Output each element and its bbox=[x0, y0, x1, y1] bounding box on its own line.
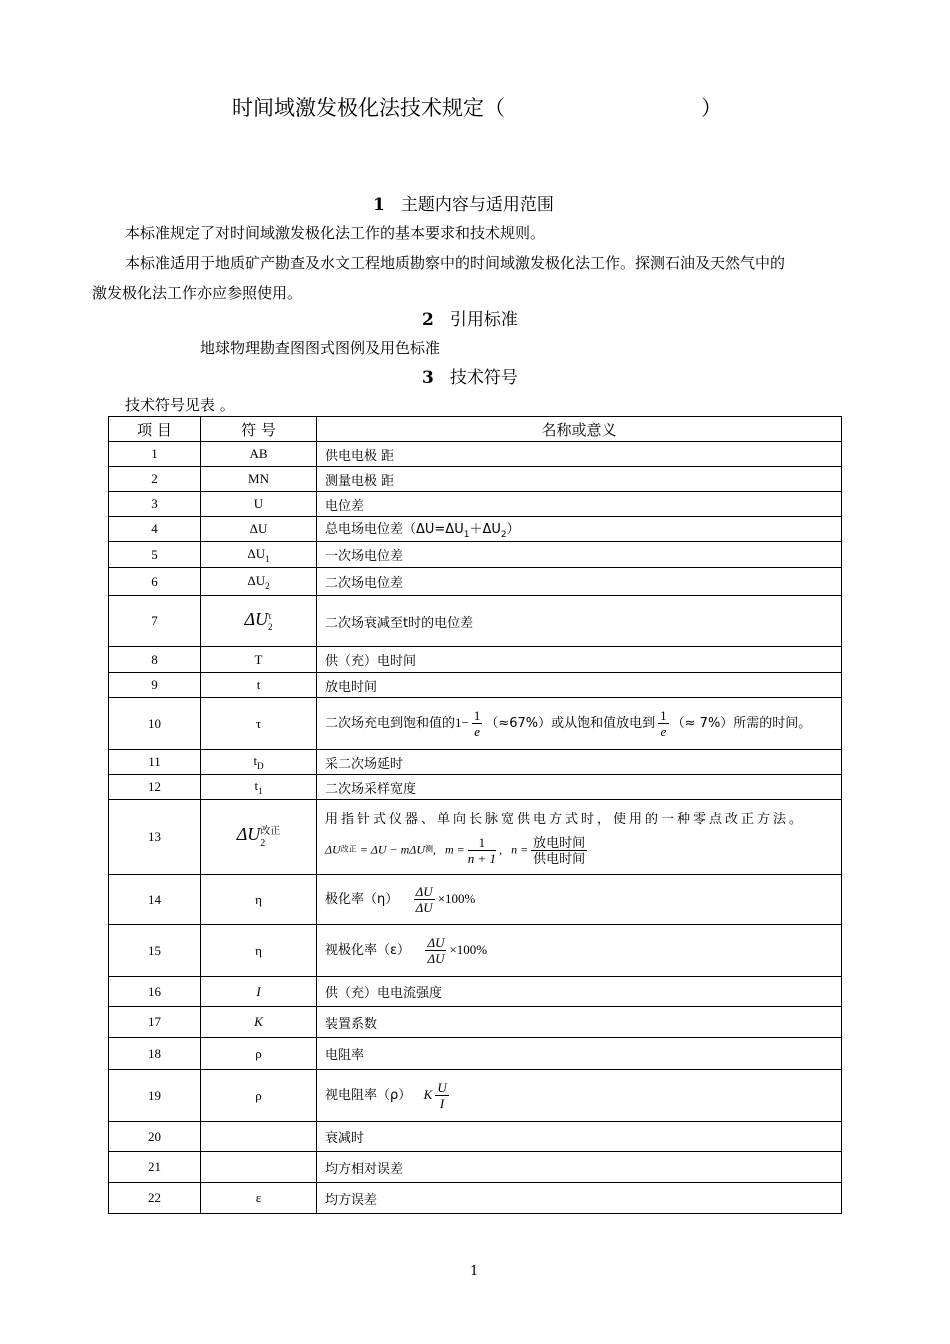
row-symbol: τ bbox=[201, 698, 317, 750]
row-meaning: 电阻率 bbox=[317, 1038, 842, 1070]
subscript: 2 bbox=[260, 837, 266, 849]
subscript: D bbox=[257, 761, 264, 771]
table-row bbox=[109, 1038, 842, 1070]
row-symbol bbox=[201, 1152, 317, 1183]
section-2-number: 2 bbox=[422, 310, 434, 330]
m-label: m = bbox=[445, 842, 465, 857]
row-symbol: t bbox=[201, 673, 317, 698]
row-number: 12 bbox=[109, 775, 201, 800]
row-symbol: MN bbox=[201, 467, 317, 492]
meaning-text: 视电阻率（ρ） bbox=[325, 1088, 412, 1103]
table-row bbox=[109, 1007, 842, 1038]
subscript: 1 bbox=[258, 786, 263, 796]
row-symbol: AB bbox=[201, 442, 317, 467]
table-row bbox=[109, 977, 842, 1007]
row-symbol bbox=[201, 568, 317, 596]
row-meaning bbox=[317, 800, 842, 875]
formula-text: − mΔU bbox=[389, 842, 426, 857]
row-symbol bbox=[201, 542, 317, 568]
meaning-text: 总电场电位差（ΔU=ΔU bbox=[325, 522, 464, 537]
formula-text: 1− bbox=[455, 715, 469, 730]
fraction bbox=[468, 835, 496, 866]
table-row bbox=[109, 925, 842, 977]
row-symbol: K bbox=[201, 1007, 317, 1038]
row-meaning bbox=[317, 875, 842, 925]
row-symbol bbox=[201, 596, 317, 647]
formula-tail: ×100% bbox=[449, 942, 488, 957]
row-symbol: η bbox=[201, 925, 317, 977]
row-number: 5 bbox=[109, 542, 201, 568]
fraction-numerator: ΔU bbox=[415, 884, 433, 899]
row-symbol: η bbox=[201, 875, 317, 925]
n-label: n = bbox=[511, 842, 529, 857]
row-number: 11 bbox=[109, 750, 201, 775]
row-number: 19 bbox=[109, 1070, 201, 1122]
symbol-text: t bbox=[253, 753, 258, 768]
meaning-text: ＋ΔU bbox=[469, 522, 501, 537]
row-meaning: 二次场电位差 bbox=[317, 568, 842, 596]
symbol-table bbox=[108, 416, 842, 1214]
row-meaning: 衰减时 bbox=[317, 1122, 842, 1152]
row-meaning bbox=[317, 698, 842, 750]
row-meaning bbox=[317, 517, 842, 542]
section-1-number: 1 bbox=[373, 195, 385, 215]
row-number: 18 bbox=[109, 1038, 201, 1070]
section-2-title: 引用标准 bbox=[449, 310, 518, 330]
meaning-text: （≈ 7%）所需的时间。 bbox=[671, 716, 812, 731]
row-meaning: 采二次场延时 bbox=[317, 750, 842, 775]
fraction-numerator: U bbox=[437, 1080, 447, 1095]
meaning-text: 极化率（η） bbox=[325, 892, 399, 907]
formula-text: = ΔU bbox=[359, 842, 387, 857]
row-meaning: 测量电极 距 bbox=[317, 467, 842, 492]
row-meaning: 供电电极 距 bbox=[317, 442, 842, 467]
fraction-numerator: 1 bbox=[473, 708, 481, 723]
row-symbol bbox=[201, 800, 317, 875]
row-meaning: 二次场采样宽度 bbox=[317, 775, 842, 800]
table-row bbox=[109, 800, 842, 875]
row-symbol: ε bbox=[201, 1183, 317, 1214]
row-meaning: 均方误差 bbox=[317, 1183, 842, 1214]
subscript: 1 bbox=[463, 530, 470, 540]
fraction-denominator: I bbox=[439, 1096, 445, 1111]
paragraph-1: 本标准规定了对时间域激发极化法工作的基本要求和技术规则。 bbox=[125, 224, 546, 242]
table-row bbox=[109, 542, 842, 568]
table-row bbox=[109, 875, 842, 925]
table-row bbox=[109, 517, 842, 542]
row-meaning: 均方相对误差 bbox=[317, 1152, 842, 1183]
row-number: 2 bbox=[109, 467, 201, 492]
row-number: 22 bbox=[109, 1183, 201, 1214]
table-row bbox=[109, 442, 842, 467]
k-symbol: K bbox=[423, 1087, 433, 1102]
table-row bbox=[109, 647, 842, 673]
meaning-text: （≈67%）或从饱和值放电到 bbox=[485, 716, 656, 731]
section-3-number: 3 bbox=[422, 368, 434, 388]
formula-text: ΔU bbox=[325, 842, 341, 857]
row-meaning: 供（充）电时间 bbox=[317, 647, 842, 673]
superscript: τ bbox=[268, 611, 272, 621]
subscript: 1 bbox=[265, 553, 270, 564]
table-row bbox=[109, 596, 842, 647]
fraction-denominator: e bbox=[660, 724, 667, 739]
fraction bbox=[658, 708, 669, 739]
table-row bbox=[109, 1122, 842, 1152]
row-number: 14 bbox=[109, 875, 201, 925]
row-symbol: ρ bbox=[201, 1038, 317, 1070]
superscript: 改正 bbox=[260, 825, 281, 837]
table-row bbox=[109, 467, 842, 492]
table-intro: 技术符号见表 。 bbox=[125, 396, 235, 414]
symbol-text: ΔU bbox=[244, 608, 269, 629]
fraction-denominator: e bbox=[474, 724, 480, 739]
fraction-denominator: ΔU bbox=[415, 900, 433, 915]
row-symbol: I bbox=[201, 977, 317, 1007]
table-row bbox=[109, 1183, 842, 1214]
table-row bbox=[109, 1070, 842, 1122]
meaning-text: ） bbox=[506, 522, 520, 537]
fraction bbox=[435, 1080, 448, 1111]
row-symbol: ΔU bbox=[201, 517, 317, 542]
subscript: 2 bbox=[268, 622, 273, 632]
row-meaning: 一次场电位差 bbox=[317, 542, 842, 568]
section-2-heading bbox=[422, 305, 518, 330]
table-row bbox=[109, 492, 842, 517]
section-3-heading bbox=[422, 363, 518, 388]
meaning-text: 二次场充电到饱和值的 bbox=[325, 716, 456, 731]
row-symbol: U bbox=[201, 492, 317, 517]
row-meaning bbox=[317, 925, 842, 977]
formula-subscript: 改正 bbox=[340, 844, 357, 854]
symbol-text: ΔU bbox=[247, 545, 266, 561]
table-row bbox=[109, 568, 842, 596]
paragraph-2-line-2: 激发极化法工作亦应参照使用。 bbox=[92, 284, 303, 302]
document-title: 时间域激发极化法技术规定（ bbox=[232, 96, 505, 120]
table-row bbox=[109, 673, 842, 698]
row-meaning: 电位差 bbox=[317, 492, 842, 517]
title-close-paren: ） bbox=[701, 96, 722, 120]
fraction-numerator: ΔU bbox=[427, 935, 445, 950]
row-number: 15 bbox=[109, 925, 201, 977]
row-number: 4 bbox=[109, 517, 201, 542]
subscript: 2 bbox=[265, 580, 270, 591]
header-item: 项 目 bbox=[109, 417, 201, 442]
table-row bbox=[109, 1152, 842, 1183]
formula-subscript: 测 bbox=[425, 844, 434, 854]
row-number: 20 bbox=[109, 1122, 201, 1152]
page-number: 1 bbox=[470, 1264, 479, 1279]
row-number: 1 bbox=[109, 442, 201, 467]
row-symbol: ρ bbox=[201, 1070, 317, 1122]
correction-formula: $\Delta U^{改正} = \Delta U - m\Delta U^测$, m = $\frac{1}{n + 1}$ , n = $\frac{\text{放电时间}}{\text{供电时间}}$ bbox=[325, 835, 586, 866]
table-row bbox=[109, 698, 842, 750]
header-meaning: 名称或意义 bbox=[317, 417, 842, 442]
fraction bbox=[531, 835, 587, 866]
symbol-text: ΔU bbox=[236, 824, 261, 845]
fraction-numerator: 1 bbox=[468, 835, 496, 851]
fraction-denominator: n + 1 bbox=[467, 851, 497, 866]
symbol-text: t bbox=[254, 778, 259, 793]
fraction bbox=[425, 935, 446, 966]
table-row bbox=[109, 775, 842, 800]
fraction-numerator: 放电时间 bbox=[533, 835, 586, 850]
symbol-text: ΔU bbox=[247, 572, 266, 588]
fraction-numerator: 1 bbox=[660, 708, 667, 723]
section-1-title: 主题内容与适用范围 bbox=[400, 195, 554, 215]
row-number: 21 bbox=[109, 1152, 201, 1183]
row-number: 9 bbox=[109, 673, 201, 698]
table-row bbox=[109, 750, 842, 775]
row-meaning: 供（充）电电流强度 bbox=[317, 977, 842, 1007]
row-symbol bbox=[201, 775, 317, 800]
subscript: 2 bbox=[500, 530, 507, 540]
row-symbol bbox=[201, 750, 317, 775]
fraction-denominator: ΔU bbox=[427, 951, 445, 966]
row-meaning bbox=[317, 1070, 842, 1122]
row-meaning: 装置系数 bbox=[317, 1007, 842, 1038]
meaning-text: 用指针式仪器、单向长脉宽供电方式时，使用的一种零点改正方法。 bbox=[325, 812, 806, 827]
row-number: 16 bbox=[109, 977, 201, 1007]
row-number: 17 bbox=[109, 1007, 201, 1038]
row-number: 6 bbox=[109, 568, 201, 596]
row-meaning: 二次场衰减至t时的电位差 bbox=[317, 596, 842, 647]
row-number: 8 bbox=[109, 647, 201, 673]
fraction-denominator: 供电时间 bbox=[533, 851, 586, 866]
fraction bbox=[414, 884, 435, 915]
row-number: 10 bbox=[109, 698, 201, 750]
row-number: 13 bbox=[109, 800, 201, 875]
section-1-heading bbox=[373, 190, 554, 215]
fraction bbox=[472, 708, 483, 739]
formula-tail: ×100% bbox=[437, 891, 476, 906]
row-symbol: T bbox=[201, 647, 317, 673]
header-symbol: 符 号 bbox=[201, 417, 317, 442]
row-number: 7 bbox=[109, 596, 201, 647]
row-meaning: 放电时间 bbox=[317, 673, 842, 698]
row-number: 3 bbox=[109, 492, 201, 517]
meaning-text: 视极化率（ε） bbox=[325, 943, 411, 958]
row-symbol bbox=[201, 1122, 317, 1152]
reference-standard: 地球物理勘查图图式图例及用色标准 bbox=[200, 339, 441, 357]
table-header-row bbox=[109, 417, 842, 442]
paragraph-2-line-1: 本标准适用于地质矿产勘查及水文工程地质勘察中的时间域激发极化法工作。探测石油及天然气中的 bbox=[125, 254, 786, 272]
section-3-title: 技术符号 bbox=[449, 368, 518, 388]
